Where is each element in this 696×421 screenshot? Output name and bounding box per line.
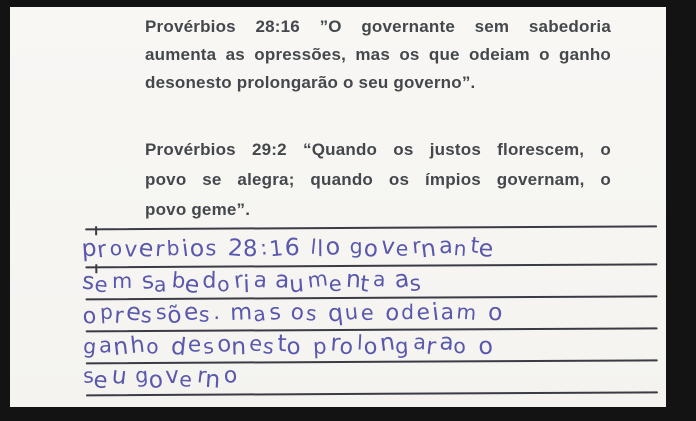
scanned-paper bbox=[10, 7, 666, 407]
verse-line: Provérbios 28:16 ”O governante sem sabedoria bbox=[145, 17, 611, 36]
ruled-line bbox=[86, 391, 658, 396]
handwritten-line: opres sões. mas os que odeiam o bbox=[81, 298, 503, 330]
handwritten-line: se m sa bedori a aume nt a as bbox=[80, 265, 422, 300]
handwritten-line: ganho desonesto pro long arao o bbox=[82, 329, 495, 362]
handwritten-line: proverbios 28:16 llo gove rnante bbox=[80, 233, 495, 264]
handwritten-line: seu gove rno bbox=[82, 362, 238, 395]
verse-line: Provérbios 29:2 “Quando os justos florescem, o bbox=[145, 140, 611, 159]
verse-line: povo geme”. bbox=[145, 200, 251, 219]
ruled-line bbox=[85, 263, 657, 268]
verse-line: povo se alegra; quando os ímpios governam, o bbox=[145, 170, 611, 189]
verse-line: aumenta as opressões, mas os que odeiam o ganho bbox=[145, 45, 611, 64]
ruled-line bbox=[85, 225, 657, 230]
handwriting-area bbox=[9, 5, 667, 408]
verse-line: desonesto prolongarão o seu governo”. bbox=[145, 73, 476, 92]
rule-tick bbox=[95, 226, 97, 235]
